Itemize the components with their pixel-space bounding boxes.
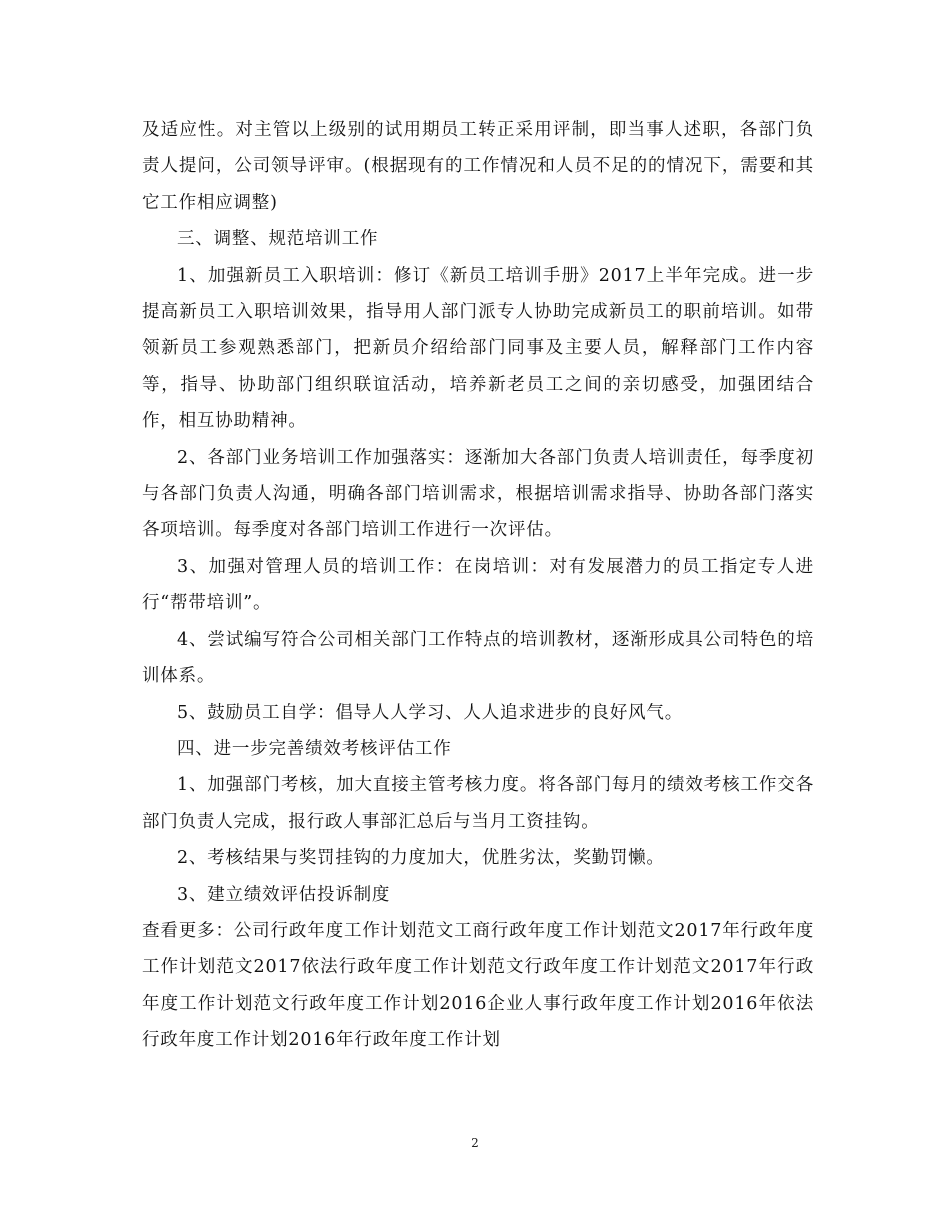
section-heading-performance: 四、进一步完善绩效考核评估工作 (177, 738, 452, 759)
paragraph: 4、尝试编写符合公司相关部门工作特点的培训教材，逐渐形成具公司特色的培训体系。 (142, 629, 814, 687)
see-more-paragraph: 查看更多：公司行政年度工作计划范文工商行政年度工作计划范文2017年行政年度工作计划范文2017依法行政年度工作计划范文行政年度工作计划范文2017年行政年度工作计划范文行政年度工作计划2016企业人事行政年度工作计划2016年依法行政年度工作计划2016年行政年度工作计划 (142, 920, 814, 1051)
body-text (142, 112, 814, 1059)
paragraph: 1、加强新员工入职培训：修订《新员工培训手册》2017上半年完成。进一步提高新员工入职培训效果，指导用人部门派专人协助完成新员工的职前培训。如带领新员工参观熟悉部门，把新员介绍给部门同事及主要人员，解释部门工作内容等，指导、协助部门组织联谊活动，培养新老员工之间的亲切感受，加强团结合作，相互协助精神。 (142, 265, 814, 432)
paragraph: 1、加强部门考核，加大直接主管考核力度。将各部门每月的绩效考核工作交各部门负责人完成，报行政人事部汇总后与当月工资挂钩。 (142, 775, 814, 832)
section-heading-training: 三、调整、规范培训工作 (177, 229, 379, 250)
paragraph: 3、加强对管理人员的培训工作：在岗培训：对有发展潜力的员工指定专人进行“帮带培训”。 (142, 556, 814, 614)
paragraph: 2、各部门业务培训工作加强落实：逐渐加大各部门负责人培训责任，每季度初与各部门负责人沟通，明确各部门培训需求，根据培训需求指导、协助各部门落实各项培训。每季度对各部门培训工作进行一次评估。 (142, 447, 814, 541)
paragraph: 3、建立绩效评估投诉制度 (177, 884, 391, 905)
paragraph: 2、考核结果与奖罚挂钩的力度加大，优胜劣汰，奖勤罚懒。 (177, 848, 665, 869)
paragraph: 5、鼓励员工自学：倡导人人学习、人人追求进步的良好风气。 (177, 702, 684, 723)
page-number: 2 (471, 1136, 479, 1150)
paragraph: 及适应性。对主管以上级别的试用期员工转正采用评制，即当事人述职，各部门负责人提问，公司领导评审。(根据现有的工作情况和人员不足的的情况下，需要和其它工作相应调整) (142, 120, 814, 213)
